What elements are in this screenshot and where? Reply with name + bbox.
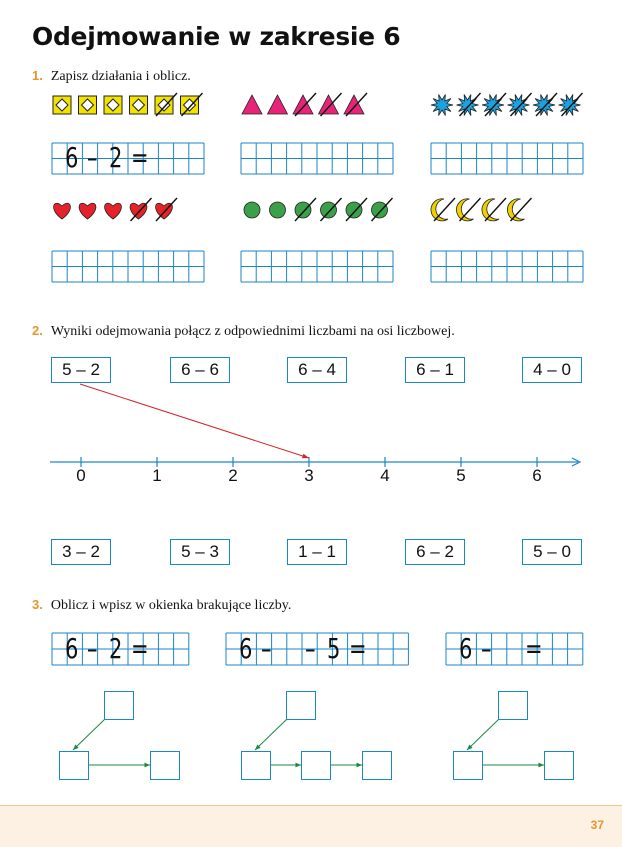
result-box-right[interactable] [544, 751, 574, 780]
expression-box-bottom[interactable]: 6 – 2 [405, 539, 465, 565]
expression-box-bottom[interactable]: 5 – 3 [170, 539, 230, 565]
handwritten-symbol: 2 [109, 632, 123, 665]
handwritten-symbol: 6 [65, 632, 79, 665]
handwritten-symbol: – [87, 141, 98, 174]
connector-arrow [73, 719, 105, 750]
axis-label: 0 [76, 466, 86, 485]
instruction-text: Oblicz i wpisz w okienka brakujące liczby. [50, 598, 292, 613]
result-box-left[interactable] [241, 751, 271, 780]
handwritten-symbol: – [481, 632, 492, 665]
axis-label: 1 [152, 466, 162, 485]
instruction-text: Zapisz działania i oblicz. [50, 69, 191, 84]
expression-box-bottom[interactable]: 1 – 1 [287, 539, 347, 565]
expression-box-bottom[interactable]: 3 – 2 [51, 539, 111, 565]
handwritten-symbol: = [349, 632, 367, 665]
result-box-left[interactable] [453, 751, 483, 780]
expression-box-top[interactable]: 5 – 2 [51, 357, 111, 383]
expression-box-top[interactable]: 6 – 1 [405, 357, 465, 383]
page-number: 37 [590, 818, 604, 832]
result-box-middle[interactable] [301, 751, 331, 780]
axis-label: 2 [228, 466, 238, 485]
result-box-right[interactable] [150, 751, 180, 780]
task-number: 1. [32, 68, 43, 83]
page-title: Odejmowanie w zakresie 6 [32, 22, 401, 51]
handwritten-symbol: – [261, 632, 272, 665]
connector-arrow [255, 719, 287, 750]
page-footer [0, 805, 622, 847]
handwritten-symbol: – [305, 632, 316, 665]
axis-label: 6 [532, 466, 542, 485]
handwritten-symbol: 6 [239, 632, 253, 665]
expression-box-top[interactable]: 6 – 6 [170, 357, 230, 383]
instruction-text: Wyniki odejmowania połącz z odpowiednimi liczbami na osi liczbowej. [50, 324, 455, 339]
minuend-box[interactable] [286, 691, 316, 720]
handwritten-symbol: = [131, 632, 149, 665]
result-box-left[interactable] [59, 751, 89, 780]
handwritten-symbol: 6 [459, 632, 473, 665]
handwritten-symbol: – [87, 632, 98, 665]
handwritten-symbol: = [525, 632, 543, 665]
minuend-box[interactable] [104, 691, 134, 720]
axis-label: 5 [456, 466, 466, 485]
expression-box-top[interactable]: 4 – 0 [522, 357, 582, 383]
expression-box-top[interactable]: 6 – 4 [287, 357, 347, 383]
handwritten-symbol: 6 [65, 141, 79, 174]
task-number: 3. [32, 597, 43, 612]
handwritten-symbol: 2 [109, 141, 123, 174]
result-box-right[interactable] [362, 751, 392, 780]
minuend-box[interactable] [498, 691, 528, 720]
handwritten-symbol: = [131, 141, 149, 174]
task-number: 2. [32, 323, 43, 338]
expression-box-bottom[interactable]: 5 – 0 [522, 539, 582, 565]
connector-arrow [467, 719, 499, 750]
axis-label: 3 [304, 466, 314, 485]
axis-label: 4 [380, 466, 390, 485]
handwritten-symbol: 5 [327, 632, 341, 665]
